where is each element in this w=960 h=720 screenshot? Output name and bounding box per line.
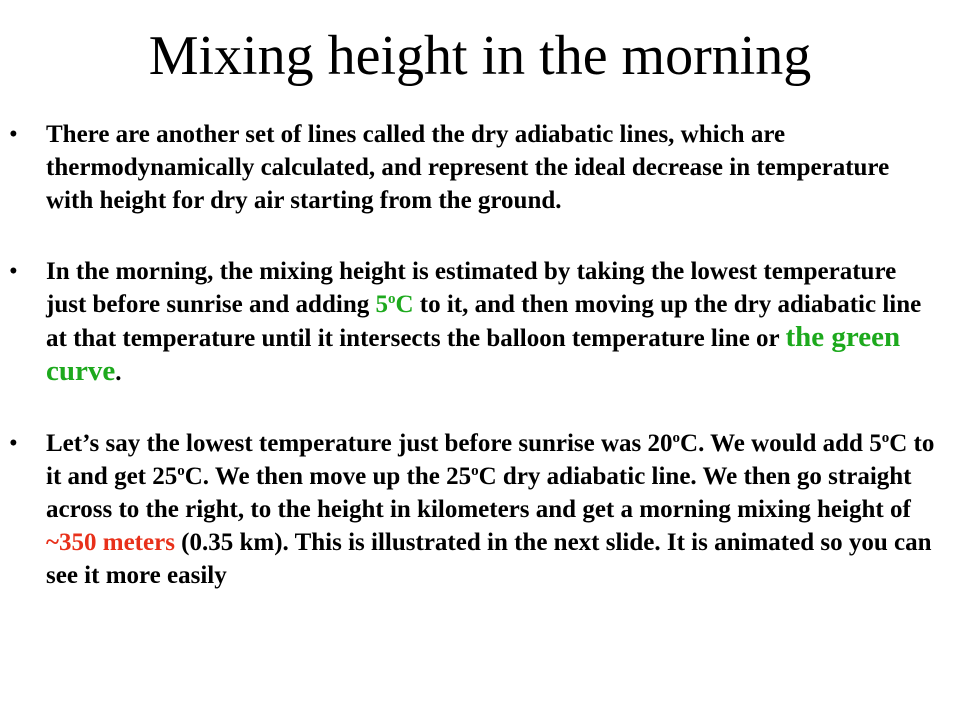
bullet-list: [0, 118, 960, 630]
bullet-dot: •: [9, 430, 18, 457]
bullet-text: C. We would add 5: [680, 430, 882, 457]
degree-symbol: o: [672, 430, 681, 446]
bullet-dry-adiabatic-lines: [0, 118, 960, 217]
bullet-morning-estimate: [0, 255, 960, 389]
slide-title: Mixing height in the morning: [148, 25, 812, 87]
bullet-text: (0.35 km). This is illustrated in the next slide. It is animated so you can see it more easily: [46, 529, 932, 589]
bullet-dot: •: [9, 121, 18, 148]
bullet-example-calculation: [0, 427, 960, 592]
degree-symbol: o: [177, 463, 185, 479]
bullet-text: .: [115, 359, 122, 386]
bullet-text: In the morning, the mixing height is estimated by taking the lowest temperature just before sunrise and adding: [46, 258, 897, 318]
highlight-green-curve: the green curve: [46, 321, 901, 387]
bullet-dot: •: [9, 258, 18, 285]
highlight-mixing-height: ~350 meters: [46, 529, 175, 556]
degree-symbol: o: [471, 463, 479, 479]
bullet-text: Let’s say the lowest temperature just before sunrise was 20: [46, 430, 673, 457]
bullet-text: C. We then move up the 25: [184, 463, 472, 490]
bullet-text: There are another set of lines called the dry adiabatic lines, which are thermodynamically calculated, and represent the ideal decrease in temperature with height for dry air starting from the ground.: [46, 121, 890, 214]
bullet-text: C dry adiabatic line. We then go straight across to the right, to the height in kilometers and get a morning mixing height of: [46, 463, 912, 523]
degree-symbol: o: [881, 430, 890, 446]
bullet-text: C to it and get 25: [46, 430, 935, 490]
highlight-temperature-increment: 5$^o$C: [375, 291, 414, 318]
bullet-text: to it, and then moving up the dry adiabatic line at that temperature until it intersects the balloon temperature line or: [46, 291, 922, 352]
